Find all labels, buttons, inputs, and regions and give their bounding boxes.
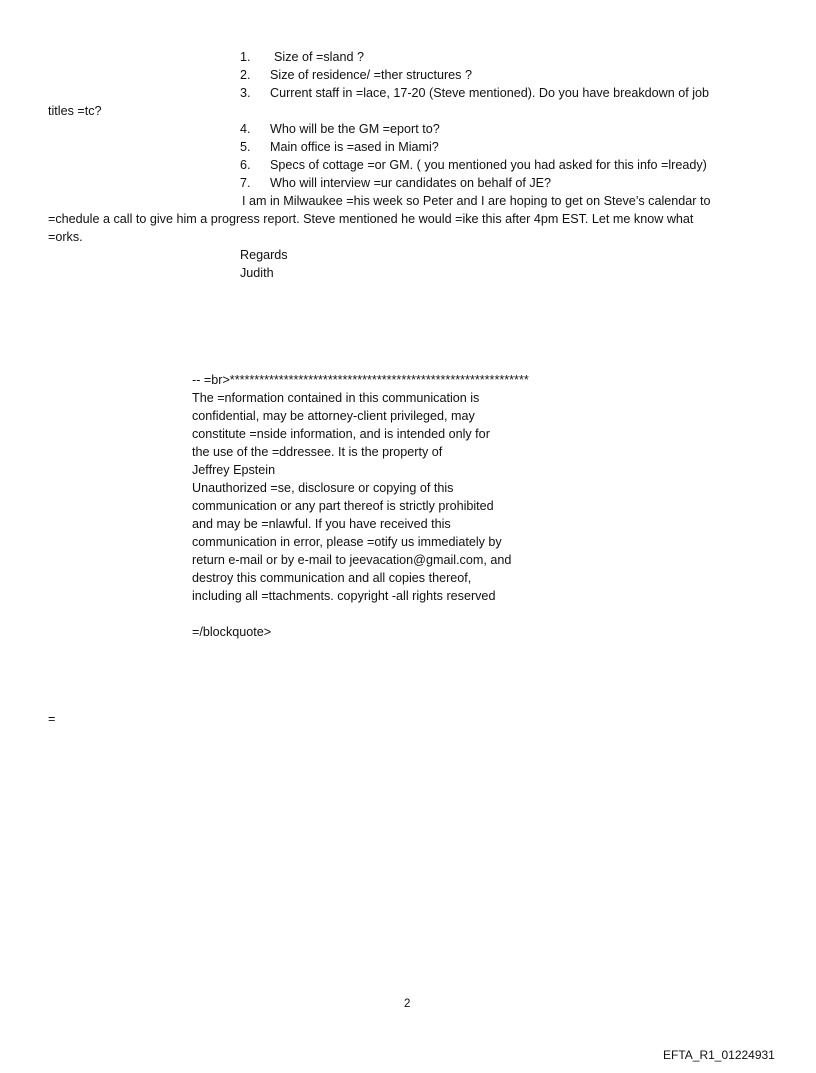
list-number: 5. (240, 140, 251, 154)
disclaimer-line: the use of the =ddressee. It is the property of (192, 445, 443, 459)
disclaimer-line: return e-mail or by e-mail to jeevacation@gmail.com, and (192, 553, 512, 567)
paragraph-line: I am in Milwaukee =his week so Peter and I are hoping to get on Steve’s calendar to (242, 194, 711, 208)
list-item-text: Specs of cottage =or GM. ( you mentioned you had asked for this info =lready) (270, 158, 707, 172)
disclaimer-line: destroy this communication and all copies thereof, (192, 571, 472, 585)
list-number: 4. (240, 122, 251, 136)
disclaimer-line: -- =br>************************************************************* (192, 373, 529, 387)
list-item-text: Current staff in =lace, 17-20 (Steve mentioned). Do you have breakdown of job (270, 86, 710, 100)
disclaimer-line: Jeffrey Epstein (192, 463, 276, 477)
blockquote-end: =/blockquote> (192, 625, 272, 639)
disclaimer-line: communication in error, please =otify us immediately by (192, 535, 502, 549)
disclaimer-line: Unauthorized =se, disclosure or copying of this (192, 481, 454, 495)
list-item-text-continued: titles =tc? (48, 104, 102, 118)
list-item-text: Who will interview =ur candidates on behalf of JE? (270, 176, 552, 190)
list-number: 6. (240, 158, 251, 172)
list-item-text: Who will be the GM =eport to? (270, 122, 440, 136)
paragraph-line: =chedule a call to give him a progress report. Steve mentioned he would =ike this after 4pm EST. Let me know what (48, 212, 694, 226)
list-item-text: Main office is =ased in Miami? (270, 140, 439, 154)
list-number: 2. (240, 68, 251, 82)
disclaimer-line: communication or any part thereof is strictly prohibited (192, 499, 494, 513)
signoff-name: Judith (240, 266, 274, 280)
list-number: 1. (240, 50, 251, 64)
disclaimer-line: including all =ttachments. copyright -all rights reserved (192, 589, 496, 603)
signoff-regards: Regards (240, 248, 288, 262)
disclaimer-block (192, 371, 752, 641)
disclaimer-line: and may be =nlawful. If you have received this (192, 517, 451, 531)
disclaimer-line: confidential, may be attorney-client privileged, may (192, 409, 475, 423)
disclaimer-line: The =nformation contained in this communication is (192, 391, 480, 405)
list-number: 7. (240, 176, 251, 190)
list-item-text: Size of =sland ? (274, 50, 364, 64)
list-item-text: Size of residence/ =ther structures ? (270, 68, 472, 82)
document-id: EFTA_R1_01224931 (663, 1048, 775, 1062)
page-number: 2 (404, 998, 411, 1010)
trailing-equals: = (48, 712, 56, 726)
paragraph-line: =orks. (48, 230, 83, 244)
list-number: 3. (240, 86, 251, 100)
disclaimer-line: constitute =nside information, and is intended only for (192, 427, 490, 441)
